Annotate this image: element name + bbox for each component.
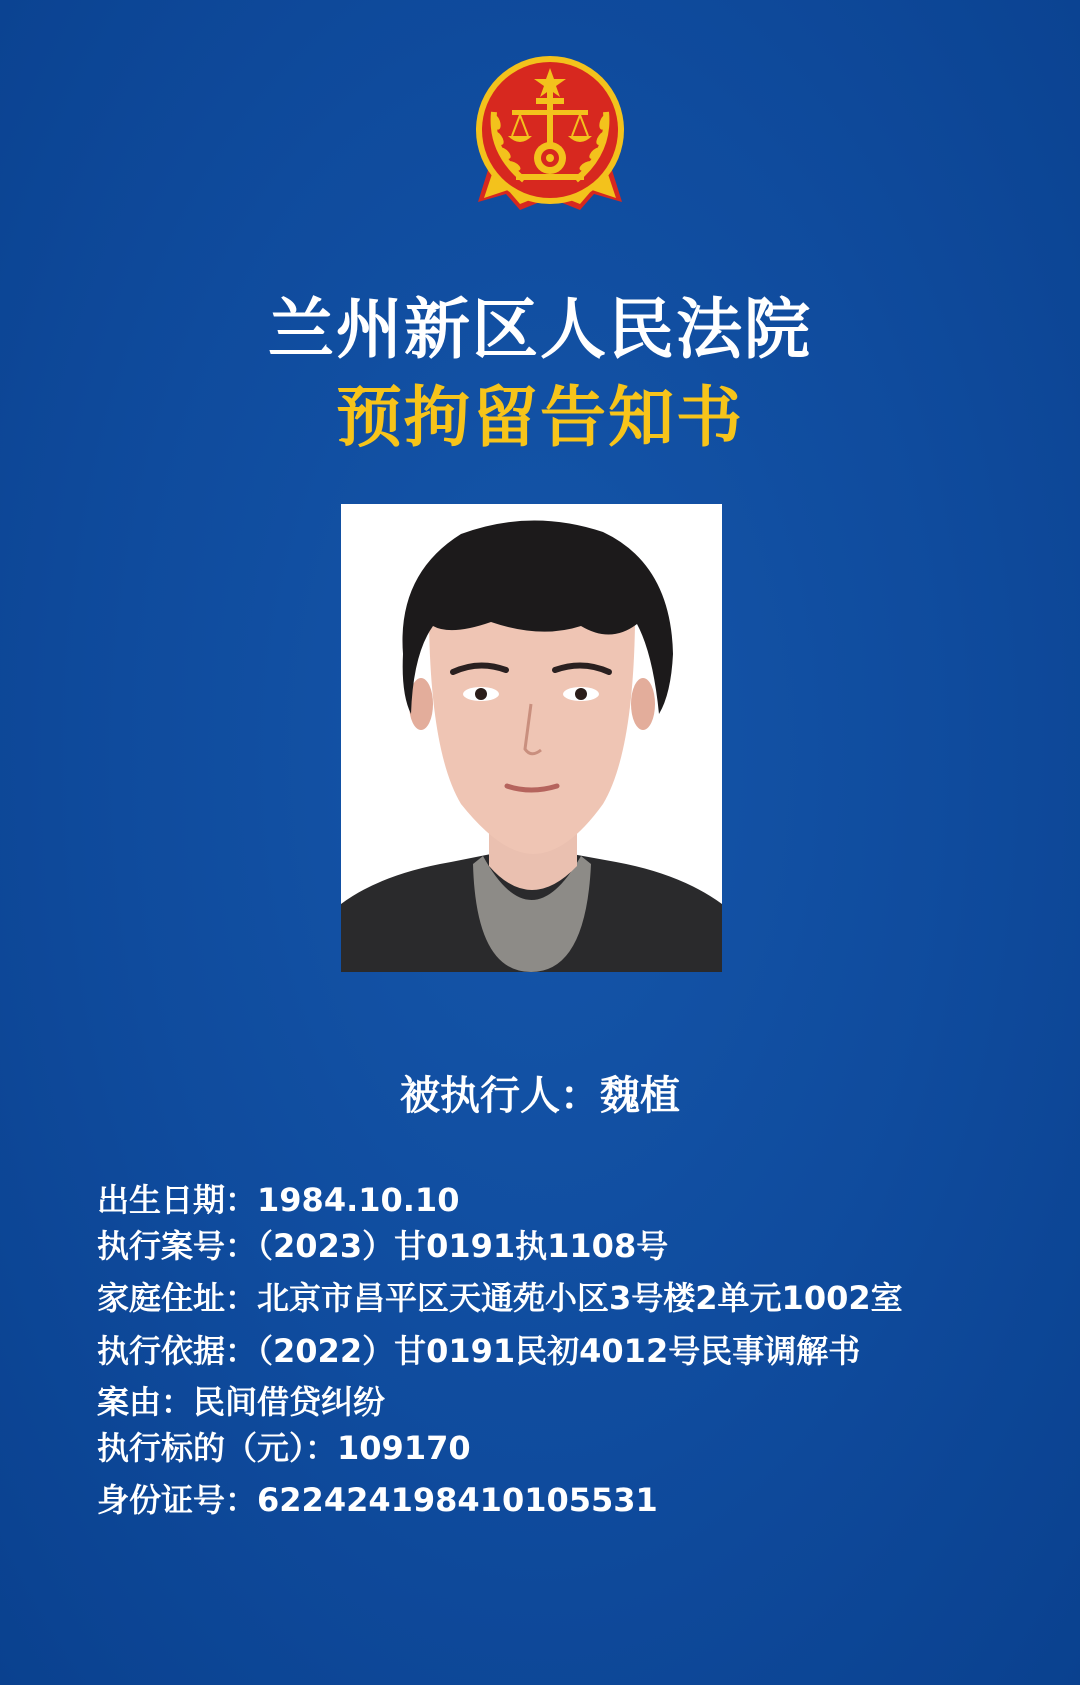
detail-value: 民间借贷纠纷	[193, 1383, 386, 1421]
detail-value: 109170	[337, 1429, 471, 1467]
detail-label: 案由：	[97, 1383, 194, 1421]
detail-value: 622424198410105531	[257, 1481, 658, 1519]
portrait-photo	[341, 504, 722, 972]
document-title: 预拘留告知书	[336, 379, 744, 456]
portrait-photo-icon	[341, 504, 722, 972]
subject-label: 被执行人：	[400, 1073, 600, 1119]
detail-label: 执行案号：	[97, 1227, 258, 1265]
detail-home-address	[97, 1276, 903, 1320]
detail-case-cause	[97, 1380, 385, 1424]
detail-value: 北京市昌平区天通苑小区3号楼2单元1002室	[257, 1279, 903, 1317]
detail-label: 家庭住址：	[97, 1279, 258, 1317]
detail-label: 出生日期：	[97, 1181, 258, 1219]
detail-case-number	[97, 1224, 668, 1268]
court-emblem-icon	[470, 52, 630, 220]
detail-enforcement-amount	[97, 1426, 471, 1470]
subject-name: 魏植	[600, 1073, 680, 1119]
detail-value: （2023）甘0191执1108号	[257, 1227, 669, 1265]
detail-id-number	[97, 1478, 658, 1522]
detail-label: 身份证号：	[97, 1481, 258, 1519]
detail-value: （2022）甘0191民初4012号民事调解书	[257, 1332, 861, 1370]
detail-label: 执行标的（元）：	[97, 1429, 338, 1467]
detail-enforcement-basis	[97, 1329, 860, 1373]
subject-line	[0, 1070, 1080, 1122]
detail-label: 执行依据：	[97, 1332, 258, 1370]
court-name: 兰州新区人民法院	[268, 291, 812, 368]
detail-value: 1984.10.10	[257, 1181, 460, 1219]
detail-birth-date	[97, 1178, 459, 1222]
